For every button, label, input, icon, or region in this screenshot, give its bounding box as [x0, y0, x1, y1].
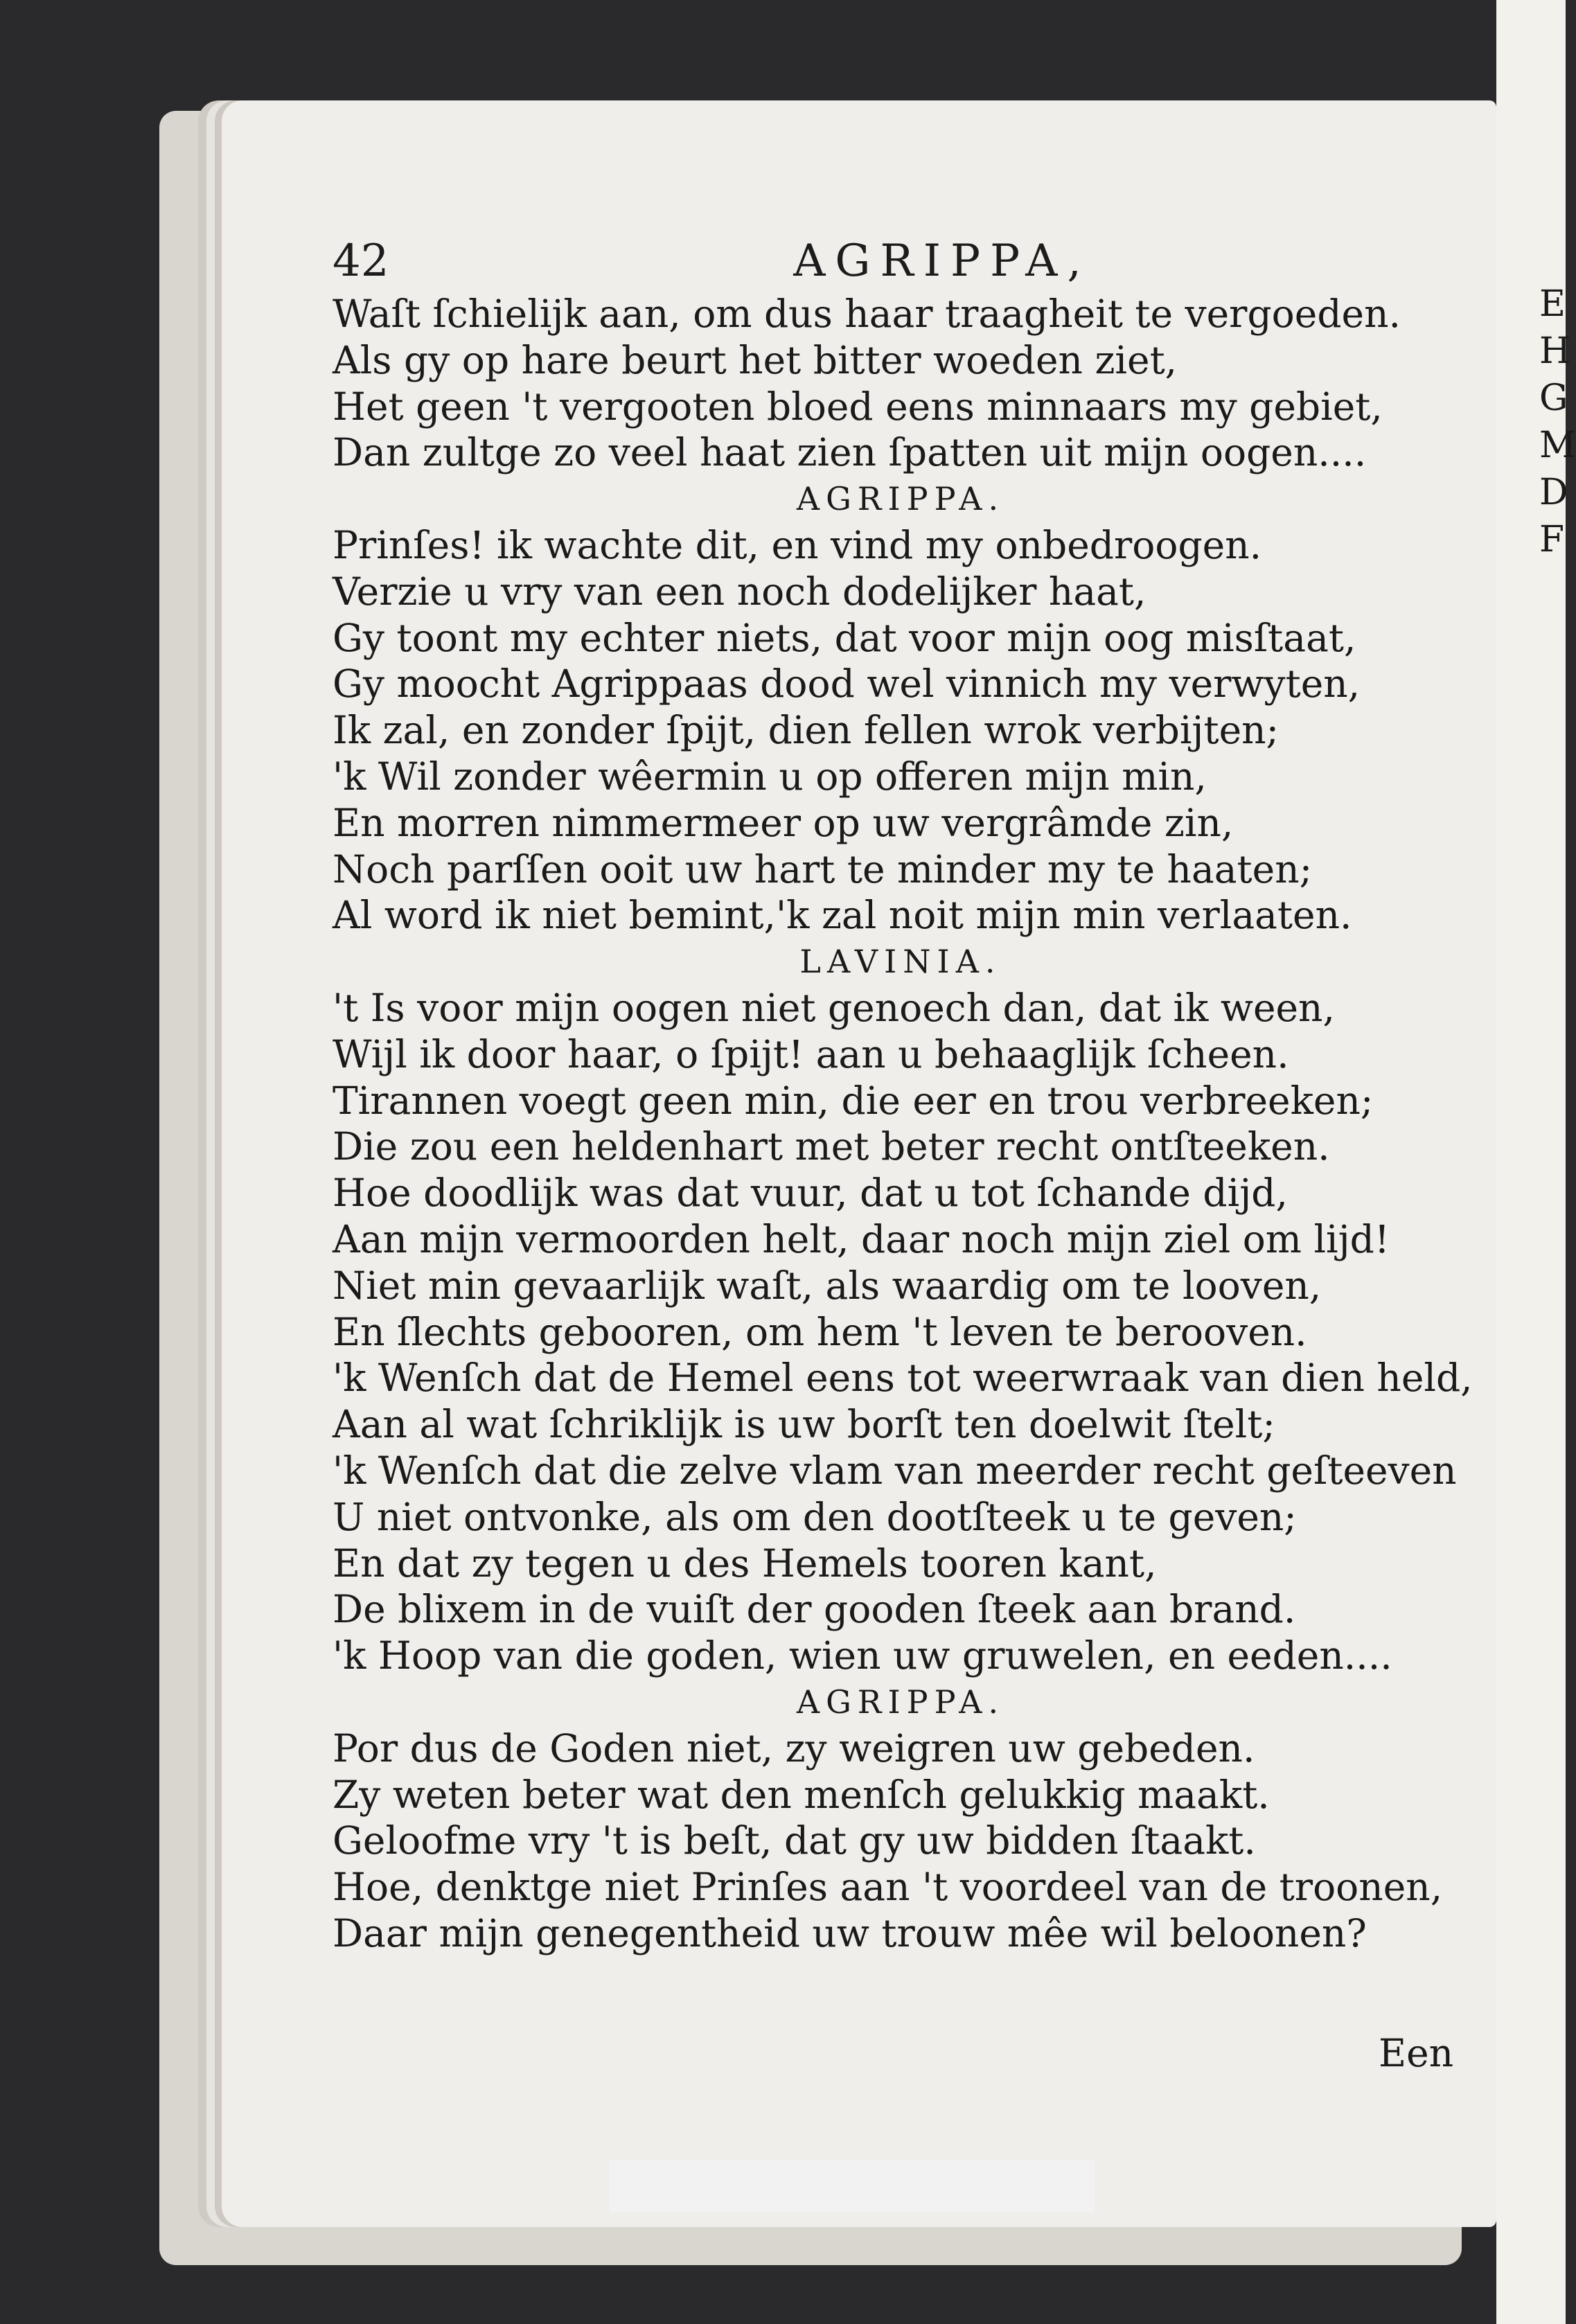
verse-line: Prinſes! ik wachte dit, en vind my onbedroogen.	[333, 522, 1262, 567]
verse-line: Niet min gevaarlijk waſt, als waardig om te looven,	[333, 1263, 1322, 1308]
catchword: Een	[1379, 2031, 1454, 2075]
verse-line: Zy weten beter wat den menſch gelukkig maakt.	[333, 1772, 1270, 1817]
verse-line: U niet ontvonke, als om den dootſteek u te geven;	[333, 1494, 1297, 1539]
verse-line: 't Is voor mijn oogen niet genoech dan, dat ik ween,	[333, 985, 1335, 1030]
verse-line: Ik zal, en zonder ſpijt, dien fellen wrok verbijten;	[333, 708, 1280, 753]
speaker-heading: AGRIPPA.	[796, 1683, 1005, 1721]
verse-line: Het geen 't vergooten bloed eens minnaars my gebiet,	[333, 384, 1383, 429]
running-head: AGRIPPA,	[793, 236, 1091, 287]
verse-line: Geloofme vry 't is beſt, dat gy uw bidden ſtaakt.	[333, 1818, 1256, 1863]
verse-line: Wijl ik door haar, o ſpijt! aan u behaaglijk ſcheen.	[333, 1031, 1289, 1076]
verse-line: En ſlechts gebooren, om hem 't leven te berooven.	[333, 1309, 1307, 1354]
verse-line: Waſt ſchielijk aan, om dus haar traagheit te vergoeden.	[333, 292, 1401, 336]
verse-line: Als gy op hare beurt het bitter woeden ziet,	[333, 337, 1178, 382]
verse-line: 'k Wenſch dat de Hemel eens tot weerwraak van dien held,	[333, 1356, 1473, 1401]
verse-line: En dat zy tegen u des Hemels tooren kant,	[333, 1541, 1157, 1586]
verse-line: Verzie u vry van een noch dodelijker haat,	[333, 569, 1146, 614]
verse-line: Aan al wat ſchriklijk is uw borſt ten doelwit ſtelt;	[333, 1402, 1275, 1447]
verse-text	[333, 291, 1473, 1957]
verse-line: Hoe doodlijk was dat vuur, dat u tot ſchande dijd,	[333, 1171, 1288, 1216]
verse-line: 'k Wil zonder wêermin u op offeren mijn min,	[333, 754, 1207, 799]
facing-page-edge-text: E H G M D F	[1539, 283, 1576, 560]
verse-line: Por dus de Goden niet, zy weigren uw gebeden.	[333, 1726, 1255, 1771]
verse-line: Dan zultge zo veel haat zien ſpatten uit mijn oogen....	[333, 430, 1367, 475]
verse-line: Daar mijn genegentheid uw trouw mêe wil beloonen?	[333, 1910, 1367, 1955]
verse-line: Gy moocht Agrippaas dood wel vinnich my verwyten,	[333, 662, 1361, 707]
verse-line: Hoe, denktge niet Prinſes aan 't voordeel van de troonen,	[333, 1865, 1443, 1910]
verse-line: Die zou een heldenhart met beter recht ontſteeken.	[333, 1124, 1330, 1169]
verse-line: En morren nimmermeer op uw vergrâmde zin,	[333, 800, 1234, 845]
verse-line: 'k Wenſch dat die zelve vlam van meerder recht geſteeven	[333, 1448, 1457, 1493]
verse-line: Tirannen voegt geen min, die eer en trou verbreeken;	[333, 1078, 1374, 1123]
verse-line: Aan mijn vermoorden helt, daar noch mijn ziel om lijd!	[333, 1216, 1390, 1261]
page-header	[333, 236, 1469, 298]
verse-line: Al word ik niet bemint,'k zal noit mijn min verlaaten.	[333, 893, 1352, 938]
speaker-heading: LAVINIA.	[799, 943, 1002, 981]
verse-line: De blixem in de vuiſt der gooden ſteek aan brand.	[333, 1587, 1296, 1632]
label-strip	[610, 2160, 1095, 2212]
verse-line: Gy toont my echter niets, dat voor mijn oog misſtaat,	[333, 615, 1356, 660]
verse-line: 'k Hoop van die goden, wien uw gruwelen, en eeden....	[333, 1633, 1392, 1678]
page-number: 42	[333, 236, 389, 287]
verse-line: Noch parſſen ooit uw hart te minder my te haaten;	[333, 846, 1313, 892]
speaker-heading: AGRIPPA.	[796, 480, 1005, 518]
